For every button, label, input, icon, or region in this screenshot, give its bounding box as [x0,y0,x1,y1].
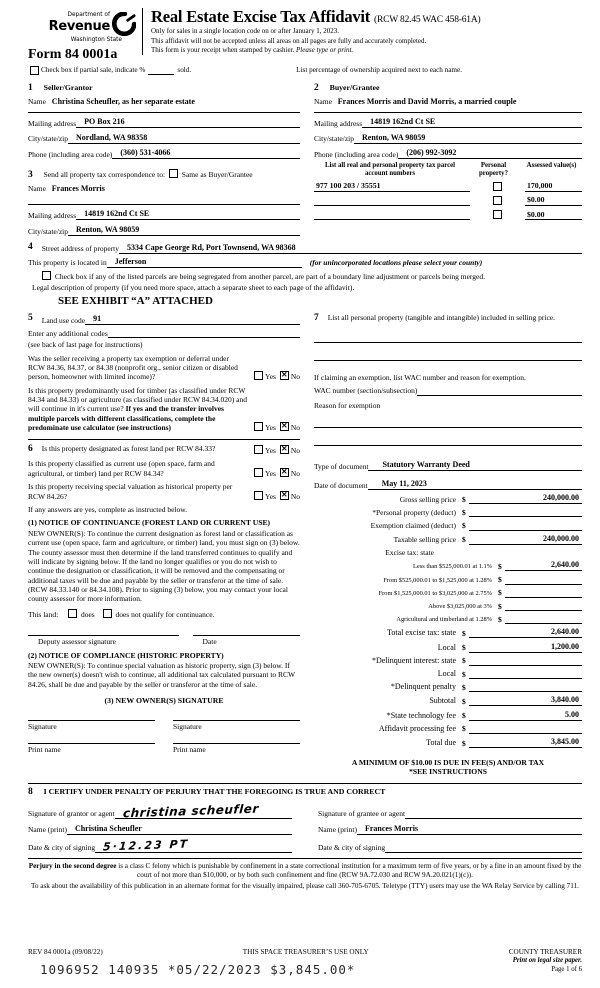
logo-state-text: Washington State [70,37,122,43]
title-rcw-reference: (RCW 82.45 WAC 458-61A) [374,15,481,25]
seller-name-label: Name [28,96,46,106]
q2-yes-no: Yes ✕ No [252,422,300,432]
logo-revenue-text: Revenue [48,19,110,35]
ownership-note: List percentage of ownership acquired next to each name. [296,65,463,74]
street-address-input[interactable]: 5334 Cape George Rd, Port Townsend, WA 98368 [119,243,582,254]
assessed-value-input[interactable]: $0.00 [525,210,582,221]
seller-name-value[interactable]: Christina Scheufler, as her separate estate [51,96,195,106]
reason-line-1[interactable] [314,418,582,428]
section-1-number: 1 [28,82,33,93]
tax-rate-label: From $525,000.01 to $1,525,000 at 1.28% [383,576,492,584]
excise-tax-state-header: Excise tax: state [385,547,434,557]
tax-row-label: *Personal property (deduct) [372,507,456,517]
parcel-row [314,195,582,206]
this-land-row [28,609,300,619]
correspondence-mailing-input[interactable]: 14819 162nd Ct SE [76,209,300,220]
tax-row-label: Affidavit processing fee [378,723,456,733]
total-excise-state-input[interactable]: 2,640.00 [469,627,582,638]
parcel-numbers-header: List all real and personal property tax parcel account numbers [324,162,456,177]
parcel-row [314,210,582,221]
exemption-deferral-question: Was the seller receiving a property tax exemption or deferral under RCW 84.36, 84.37, or 84.38 (nonprofit org., senior citizen or disabled person, homeowner with limited income)? [28,353,238,382]
section-6-number: 6 [28,443,33,454]
tax-row-label: Exemption claimed (deduct) [370,521,456,531]
tax-row-label: Subtotal [429,696,456,706]
section-3-number: 3 [28,170,33,181]
grantor-signature-field[interactable] [115,801,292,821]
certify-statement: I CERTIFY UNDER PENALTY OF PERJURY THAT THE FOREGOING IS TRUE AND CORRECT [43,786,386,796]
title-text: Real Estate Excise Tax Affidavit [151,7,371,26]
delinquent-interest-local-input[interactable] [469,669,582,679]
dollar-sign: $ [498,614,502,624]
tax-row-label: *Delinquent interest: state [372,655,456,665]
buyer-phone-input[interactable]: (206) 992-3092 [398,148,582,159]
seller-mailing-label: Mailing address [28,118,77,128]
dollar-sign: $ [498,562,502,572]
dollar-sign: $ [462,507,466,517]
treasurer-use-note: THIS SPACE TREASURER’S USE ONLY [242,948,369,957]
segregated-checkbox[interactable] [42,271,51,280]
additional-codes-input[interactable] [108,328,300,338]
print-name-label: Print name [173,745,206,755]
section-2-title: Buyer/Grantee [329,82,380,92]
segregated-note: Check box if any of the listed parcels are being segregated from another parcel, are part of a boundary line adjustment or parcels being merged. [54,271,485,281]
total-excise-local-input[interactable]: 1,200.00 [469,642,582,653]
street-address-label: Street address of property [41,244,120,254]
signature-label: Signature [28,721,57,731]
dollar-sign: $ [462,535,466,545]
total-due-input[interactable]: 3,845.00 [469,737,582,748]
correspondence-mailing-label: Mailing address [28,211,77,221]
doc-type-label: Type of document [314,461,369,471]
county-input[interactable]: Jefferson [107,257,302,268]
new-owner-printname-2-field[interactable] [173,743,300,754]
reason-line-2[interactable] [314,436,582,446]
correspondence-name-label: Name [28,183,46,193]
grantor-printname-label: Name (print) [28,825,67,835]
buyer-city-input[interactable]: Renton, WA 98059 [354,133,582,144]
doc-date-label: Date of document [314,480,368,490]
q2-no-checkbox[interactable] [280,422,289,431]
parcel-row [314,181,582,192]
historical-property-question: Is this property receiving special valuation as historical property per RCW 84.26? [28,482,233,501]
gross-selling-price-input[interactable]: 240,000.00 [469,493,582,504]
buyer-mailing-label: Mailing address [314,118,363,128]
q3-no-checkbox[interactable] [280,445,289,454]
rate-tier-4-input[interactable] [505,601,582,611]
see-back-note: (see back of last page for instructions) [28,340,143,350]
note3-text: This form is your receipt when stamped by cashier. [151,46,295,55]
section-4-number: 4 [28,241,33,252]
correspondence-city-label: City/state/zip [28,226,68,236]
partial-sale-percent-field[interactable] [148,74,174,75]
assessed-value-input[interactable]: 170,000 [525,181,582,192]
q5-yes-no: Yes ✕ No [252,491,300,501]
property-address-section [28,242,582,308]
unincorporated-note: (for unincorporated locations please select your county) [309,258,483,268]
dollar-sign: $ [498,601,502,611]
wac-number-label: WAC number (section/subsection) [314,386,418,396]
buyer-name-value[interactable]: Frances Morris and David Morris, a married couple [337,96,517,106]
parcel-table [314,162,582,220]
certification-section [28,787,582,799]
new-owner-signature-1-field[interactable] [28,720,155,731]
section-2-number: 2 [314,82,319,93]
taxable-selling-price-input[interactable]: 240,000.00 [469,534,582,545]
located-in-label: This property is located in [28,258,107,268]
deputy-assessor-signature-field[interactable] [28,635,179,646]
tax-row-label: Gross selling price [399,494,456,504]
parcel-number-input[interactable] [314,210,470,220]
tax-correspondence-section [28,169,300,182]
seller-city-input[interactable]: Nordland, WA 98358 [68,133,300,144]
delinquent-interest-state-input[interactable] [469,656,582,666]
footer [28,948,582,978]
tax-rate-label: From $1,525,000.01 to $3,025,000 at 2.75% [378,589,492,597]
header-note-1: Only for sales in a single location code on or after January 1, 2023. [151,26,339,35]
dollar-sign: $ [462,629,466,639]
dollar-sign: $ [462,682,466,692]
grantor-signature-label: Signature of grantor or agent [28,809,115,819]
partial-sale-row [28,66,582,75]
dollar-sign: $ [462,656,466,666]
tax-computation [314,493,582,748]
header-note-2: This affidavit will not be accepted unless all areas on all pages are fully and accurately completed. [151,36,427,45]
seller-phone-input[interactable]: (360) 531-4066 [112,148,300,159]
notice-continuance-body: NEW OWNER(S): To continue the current designation as forest land or classification as current use (open space, farm and agriculture, or timber) land, you must sign on (3) below. The county assessor must then determine if the land transferred continues to qualify and will indicate by signing below. If the land no longer qualifies or you do not wish to continue the designation or classification, it will be removed and the compensating or additional taxes will be due and payable by the seller or transferor at the time of sale. (RCW 84.33.140 or 84.34.108). Prior to signing (3) below, you may contact your local county assessor for more information. [28,528,300,604]
print-name-label: Print name [28,745,61,755]
personal-property-checkbox[interactable] [493,210,502,219]
section-3-title: Send all property tax correspondence to: [43,170,166,180]
dollar-sign: $ [462,738,466,748]
tax-row-label: Total due [426,737,456,747]
doc-date-input[interactable]: May 11, 2023 [368,479,582,490]
timber-agriculture-question: Is this property predominantly used for timber (as classified under RCW 84.34 and 84.33) or agriculture (as classified under RCW 84.34.020) and will continue in it's current use? If yes and the transfer involves multiple parcels with different classifications, complete the predominate use calculator (see instructions) [28,385,247,433]
dollar-sign: $ [498,575,502,585]
dollar-sign: $ [462,724,466,734]
if-yes-instruction: If any answers are yes, complete as instructed below. [28,504,188,514]
grantee-signature-field[interactable] [405,809,582,819]
grantor-date-city-label: Date & city of signing [28,843,96,853]
seller-phone-label: Phone (including area code) [28,149,113,159]
does-not-qualify-checkbox[interactable] [103,609,112,618]
county-treasurer-label: COUNTY TREASURER [508,948,582,957]
does-qualify-checkbox[interactable] [68,609,77,618]
alternate-format-note: To ask about the availability of this publication in an alternate format for the visually impaired, please call 360-705-6705. Teletype (TTY) users may use the WA Relay Service by calling 711. [31,881,579,890]
perjury-rest-text: is a class C felony which is punishable by confinement in a state correctional institution for a maximum term of five years, or by a fine in an amount fixed by the court of not more than $10,000, or by both such confinement and fine (RCW 9A.72.030 and RCW 9A.20.021(1)(c)). [116,861,582,879]
header [28,8,582,64]
section-7-intro: List all personal property (tangible and intangible) included in selling price. [327,313,555,323]
legal-size-note: Print on legal size paper. [512,957,582,965]
personal-property-checkbox[interactable] [493,196,502,205]
grantee-printname-input[interactable]: Frances Morris [357,824,582,835]
personal-property-header: Personal property? [479,162,508,177]
partial-sale-label: Check box if partial sale, indicate % [41,65,146,74]
q1-yes-checkbox[interactable] [254,371,263,380]
notice-compliance-body: NEW OWNER(S): To continue special valuation as historic property, sign (3) below. If the new owner(s) doesn't wish to continue, all additional tax calculated pursuant to RCW 84.26, shall be due and payable by the seller or transferor at the time of sale. [28,661,295,689]
partial-sale-checkbox[interactable] [30,66,39,75]
deputy-date-field[interactable] [193,635,301,646]
q3-yes-checkbox[interactable] [254,445,263,454]
subtotal-input[interactable]: 3,840.00 [469,695,582,706]
deputy-assessor-label: Deputy assessor signature [38,637,116,647]
section-7-number: 7 [314,313,319,324]
section-1-title: Seller/Grantor [43,82,93,92]
tax-row-label: Local [437,642,456,652]
dollar-sign: $ [462,669,466,679]
q4-no-checkbox[interactable] [280,468,289,477]
notice-compliance-title: (2) NOTICE OF COMPLIANCE (HISTORIC PROPERTY) [28,650,224,660]
exemption-note: If claiming an exemption, list WAC number and reason for exemption. [314,373,526,383]
dollar-sign: $ [462,643,466,653]
same-as-buyer-checkbox[interactable] [169,169,178,178]
land-use-label: Land use code [41,315,86,325]
parcel-number-input[interactable]: 977 100 203 / 35551 [314,181,470,192]
q1-no-checkbox[interactable] [280,371,289,380]
buyer-phone-label: Phone (including area code) [314,149,399,159]
dor-logo [28,8,136,64]
land-use-code-input[interactable]: 91 [85,314,300,325]
grantor-date-city-field[interactable] [95,837,292,854]
grantor-date-handwriting: 5·12.23 PT [102,837,190,854]
personal-property-line-2[interactable] [314,351,582,361]
current-use-question: Is this property classified as current use (open space, farm and agricultural, or timber) land per RCW 84.34? [28,459,215,478]
dollar-sign: $ [462,696,466,706]
signature-label: Signature [173,721,202,731]
affidavit-processing-fee-input[interactable] [469,724,582,734]
additional-codes-label: Enter any additional codes [28,328,108,338]
buyer-city-label: City/state/zip [314,134,354,144]
this-land-label: This land: [28,609,59,619]
seller-mailing-input[interactable]: PO Box 216 [76,117,300,128]
grantee-signature-label: Signature of grantee or agent [318,809,406,819]
new-owner-printname-1-field[interactable] [28,743,155,754]
rate-tier-1-input[interactable]: 2,640.00 [505,560,582,571]
new-owner-signature-2-field[interactable] [173,720,300,731]
assessed-value-input[interactable]: $0.00 [525,195,582,206]
notice-continuance-title: (1) NOTICE OF CONTINUANCE (FOREST LAND OR CURRENT USE) [28,518,271,528]
buyer-name-label: Name [314,96,332,106]
q1-yes-no: Yes ✕ No [252,371,300,381]
tax-rate-label: Above $3,025,000 at 3% [428,603,492,611]
tax-rate-label: Less than $525,000.01 at 1.1% [413,563,492,571]
forest-land-question: Is this property designated as forest land per RCW 84.33? [41,443,216,453]
personal-property-deduct-input[interactable] [469,507,582,517]
new-owner-signature-title: (3) NEW OWNER(S) SIGNATURE [104,696,224,706]
state-technology-fee-input[interactable]: 5.00 [469,710,582,721]
perjury-bold-text: Perjury in the second degree [28,861,117,870]
legal-description-value[interactable]: SEE EXHIBIT “A” ATTACHED [58,294,213,307]
revenue-swirl-icon [112,12,136,36]
same-as-buyer-label: Same as Buyer/Grantee [181,170,253,180]
type-or-print-note: Please type or print. [296,46,354,55]
q5-no-checkbox[interactable] [280,491,289,500]
perjury-statement [28,862,582,880]
rev-number: REV 84 0001a (09/08/22) [28,948,103,957]
rate-tier-2-input[interactable] [505,575,582,585]
section-5-number: 5 [28,313,33,324]
see-instructions-note: *SEE INSTRUCTIONS [409,767,487,777]
tax-row-label: *State technology fee [386,710,456,720]
grantee-date-city-label: Date & city of signing [318,843,386,853]
logo-department-text: Department of [67,12,110,19]
grantor-signature-handwriting: christina scheufler [122,801,259,821]
personal-property-section [314,313,582,777]
exemption-claimed-input[interactable] [469,521,582,531]
tax-row-label: Taxable selling price [393,535,456,545]
delinquent-penalty-input[interactable] [469,682,582,692]
dollar-sign: $ [462,494,466,504]
seller-city-label: City/state/zip [28,134,68,144]
grantee-date-city-field[interactable] [385,843,582,853]
deputy-date-label: Date [202,637,217,647]
q4-yes-checkbox[interactable] [254,468,263,477]
does-label: does [80,609,95,619]
q4-yes-no: Yes ✕ No [252,468,300,478]
q5-yes-checkbox[interactable] [254,491,263,500]
q2-yes-checkbox[interactable] [254,422,263,431]
legal-description-label: Legal description of property (if you need more space, attach a separate sheet to each page of the affidavit). [32,283,355,293]
treasurer-stamp: 1096952 140935 *05/22/2023 $3,845.00* [40,962,356,978]
buyer-grantee-section [314,83,582,236]
predominate-use-note: If yes and the transfer involves multiple parcels with different classifications, complete the predominate use calculator (see instructions) [28,404,224,433]
personal-property-checkbox[interactable] [493,182,502,191]
partial-sale-suffix: sold. [177,65,192,74]
header-note-3 [151,46,582,55]
does-not-label: does not qualify for continuance. [115,609,215,619]
buyer-mailing-input[interactable]: 14819 162nd Ct SE [362,117,582,128]
parcel-number-input[interactable] [314,196,470,206]
correspondence-name-value[interactable]: Frances Morris [51,183,105,193]
land-use-section [28,313,300,777]
reason-exemption-label: Reason for exemption [314,400,381,410]
dollar-sign: $ [462,521,466,531]
grantor-printname-input[interactable]: Christina Scheufler [67,824,292,835]
doc-type-input[interactable]: Statutory Warranty Deed [368,460,582,471]
q3-yes-no: Yes ✕ No [252,445,300,455]
tax-rate-label: Agricultural and timberland at 1.28% [396,616,492,624]
section-8-number: 8 [28,786,33,797]
page-title [151,8,582,26]
page-indicator: Page 1 of 6 [551,965,582,973]
tax-row-label: *Delinquent penalty [390,682,456,692]
tax-row-label: Total excise tax: state [387,628,456,638]
personal-property-line-1[interactable] [314,333,582,343]
form-number: Form 84 0001a [28,47,118,63]
forest-land-section [28,444,300,456]
seller-grantor-section [28,83,300,236]
correspondence-city-input[interactable]: Renton, WA 98059 [68,225,300,236]
tax-row-label: Local [437,668,456,678]
minimum-due-note: A MINIMUM OF $10.00 IS DUE IN FEE(S) AND/OR TAX [351,757,545,767]
wac-number-input[interactable] [417,386,582,396]
dollar-sign: $ [498,588,502,598]
dollar-sign: $ [462,711,466,721]
grantee-printname-label: Name (print) [318,825,357,835]
agricultural-timberland-input[interactable] [505,614,582,624]
rate-tier-3-input[interactable] [505,588,582,598]
assessed-value-header: Assessed value(s) [526,162,577,170]
